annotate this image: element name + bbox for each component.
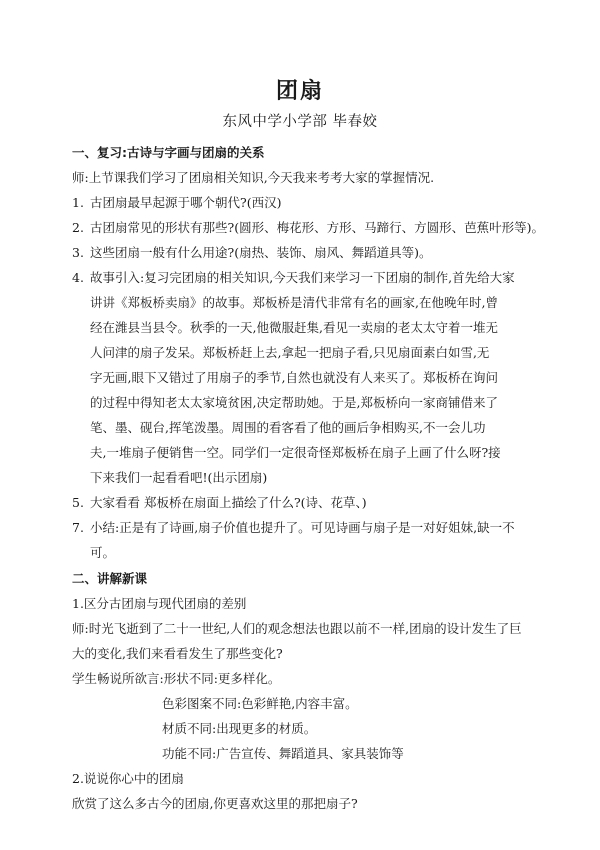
item-number: 5. [72, 495, 84, 510]
doc-author: 东风中学小学部 毕春姣 [222, 114, 378, 130]
story-line: 夫,一堆扇子便销售一空。同学们一定很奇怪郑板桥在扇子上画了什么呀?接 [90, 445, 501, 460]
doc-title: 团扇 [275, 79, 324, 104]
teacher-line: 师:时光飞逝到了二十一世纪,人们的观念想法也跟以前不一样,团扇的设计发生了巨 [72, 621, 522, 636]
list-item [72, 243, 431, 261]
list-item [72, 493, 367, 511]
item-text-continued: 可。 [90, 545, 116, 560]
item-number: 4. [72, 270, 84, 285]
list-item [72, 268, 515, 286]
subsection-title: 1.区分古团扇与现代团扇的差别 [72, 596, 247, 611]
students-line: 学生畅说所欲言:形状不同:更多样化。 [72, 671, 281, 686]
story-line: 讲讲《郑板桥卖扇》的故事。郑板桥是清代非常有名的画家,在他晚年时,曾 [90, 295, 498, 310]
subsection-title: 2.说说你心中的团扇 [72, 771, 184, 786]
list-item [72, 218, 544, 236]
item-text: 大家看看 郑板桥在扇面上描绘了什么?(诗、花草、) [90, 495, 367, 510]
list-item [72, 193, 281, 211]
difference-line: 功能不同:广告宣传、舞蹈道具、家具装饰等 [162, 746, 404, 761]
item-text: 小结:正是有了诗画,扇子价值也提升了。可见诗画与扇子是一对好姐妹,缺一不 [90, 520, 515, 535]
item-text: 古团扇最早起源于哪个朝代?(西汉) [90, 195, 282, 210]
item-number: 7. [72, 520, 84, 535]
difference-line: 材质不同:出现更多的材质。 [162, 721, 317, 736]
section1-heading: 一、复习:古诗与字画与团扇的关系 [72, 145, 265, 160]
section2-heading: 二、讲解新课 [72, 571, 148, 586]
section1-intro: 师:上节课我们学习了团扇相关知识,今天我来考考大家的掌握情况. [72, 170, 435, 185]
story-line: 字无画,眼下又错过了用扇子的季节,自然也就没有人来买了。郑板桥在询问 [90, 370, 498, 385]
item-number: 2. [72, 220, 84, 235]
story-line: 经在潍县当县令。秋季的一天,他微服赶集,看见一卖扇的老太太守着一堆无 [90, 320, 498, 335]
story-line: 笔、墨、砚台,挥笔泼墨。周围的看客看了他的画后争相购买,不一会儿功 [90, 420, 486, 435]
story-line: 人问津的扇子发呆。郑板桥赶上去,拿起一把扇子看,只见扇面素白如雪,无 [90, 345, 490, 360]
item-text: 古团扇常见的形状有那些?(圆形、梅花形、方形、马蹄行、方圆形、芭蕉叶形等)。 [90, 220, 544, 235]
list-item [72, 518, 515, 536]
story-line: 故事引入:复习完团扇的相关知识,今天我们来学习一下团扇的制作,首先给大家 [90, 270, 515, 285]
item-number: 1. [72, 195, 84, 210]
item-number: 3. [72, 245, 84, 260]
difference-line: 色彩图案不同:色彩鲜艳,内容丰富。 [162, 696, 358, 711]
teacher-line: 大的变化,我们来看看发生了那些变化? [72, 646, 283, 661]
story-line: 下来我们一起看看吧!(出示团扇) [90, 470, 268, 485]
question-line: 欣赏了这么多古今的团扇,你更喜欢这里的那把扇子? [72, 796, 358, 811]
story-line: 的过程中得知老太太家境贫困,决定帮助她。于是,郑板桥向一家商铺借来了 [90, 395, 498, 410]
item-text: 这些团扇一般有什么用途?(扇热、装饰、扇风、舞蹈道具等)。 [90, 245, 432, 260]
